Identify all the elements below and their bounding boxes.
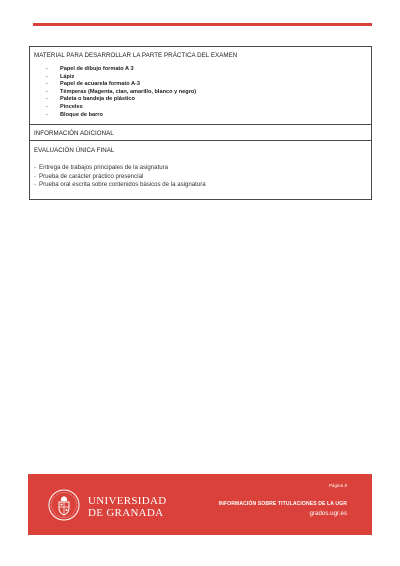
header-rule (33, 23, 372, 26)
list-item: - Entrega de trabajos principales de la asignatura (34, 164, 169, 172)
list-item: - Pinceles (46, 103, 83, 110)
university-name (88, 495, 166, 519)
university-seal-icon (48, 489, 80, 521)
university-name-line2: DE GRANADA (88, 507, 164, 519)
list-item: - Papel de dibujo formato A 3 (46, 66, 134, 72)
degrees-info-heading: INFORMACIÓN SOBRE TITULACIONES DE LA UGR (218, 501, 347, 507)
evaluation-list (34, 164, 367, 189)
additional-info-title: INFORMACIÓN ADICIONAL (34, 130, 114, 138)
list-item: - Paleta o bandeja de plástico (46, 96, 135, 103)
list-item: - Prueba de carácter práctico presencial (34, 172, 144, 180)
evaluation-title: EVALUACIÓN ÚNICA FINAL (34, 147, 115, 155)
list-item: - Papel de acuarela formato A-3 (46, 81, 140, 88)
material-title: MATERIAL PARA DESARROLLAR LA PARTE PRÁCTICA DEL EXAMEN (34, 52, 238, 59)
university-name-line1: UNIVERSIDAD (88, 495, 167, 507)
material-section (30, 47, 371, 125)
footer-banner (28, 474, 372, 535)
list-item: - Bloque de barro (46, 111, 103, 118)
page-number: Página 8 (328, 483, 347, 488)
list-item: - Prueba oral escrita sobre contenidos básicos de la asignatura (34, 180, 206, 188)
exam-info-table (29, 46, 372, 200)
additional-info-section (30, 125, 371, 141)
list-item: - Lápiz (46, 73, 75, 80)
evaluation-section (30, 141, 371, 199)
material-list (46, 66, 367, 119)
list-item: - Témperas (Magenta, cian, amarillo, blanco y negro) (46, 88, 197, 95)
degrees-site-link[interactable]: grados.ugr.es (309, 510, 347, 517)
